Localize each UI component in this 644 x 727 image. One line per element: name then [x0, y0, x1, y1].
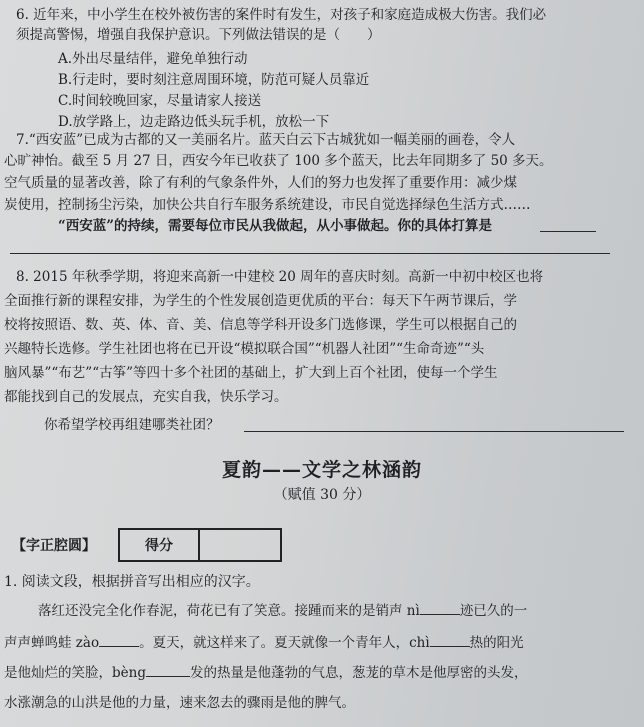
q7-line1: 7.“西安蓝”已成为古都的又一美丽名片。蓝天白云下古城犹如一幅美丽的画卷，令人 — [16, 132, 516, 148]
q7-line4: 炭使用，控制扬尘污染，加快公共自行车服务系统建设，市民自觉选择绿色生活方式…… — [4, 197, 531, 213]
q6-option-c: C.时间较晚回家，尽量请家人接送 — [58, 93, 262, 109]
q7-line3: 空气质量的显著改善，除了有利的气象条件外，人们的努力也发挥了重要作用：减少煤 — [4, 175, 517, 191]
q8-line2: 全面推行新的课程安排，为学生的个性发展创造更优质的平台：每天下午两节课后，学 — [4, 293, 517, 309]
score-label: 得分 — [120, 530, 200, 560]
q8-line1: 8. 2015 年秋季学期，将迎来高新一中建校 20 周年的喜庆时刻。高新一中初中校区也将 — [16, 269, 544, 285]
q1-text-3a: 是他灿烂的笑脸，bèng — [4, 665, 146, 681]
q1-paragraph-line2 — [4, 634, 644, 652]
score-box — [118, 528, 282, 562]
q6-option-d: D.放学路上，边走路边低头玩手机，放松一下 — [58, 114, 330, 130]
q6-option-a: A.外出尽量结伴，避免单独行动 — [58, 51, 248, 67]
q6-option-b: B.行走时，要时刻注意周围环境，防范可疑人员靠近 — [58, 72, 370, 88]
q1-paragraph-line1 — [38, 602, 644, 620]
q1-text-3b: 发的热量是他蓬勃的气息，葱茏的草木是他厚密的头发， — [189, 665, 528, 681]
q7-line5: “西安蓝”的持续，需要每位市民从我做起，从小事做起。你的具体打算是 — [58, 218, 493, 234]
section-subtitle: （赋值 30 分） — [273, 487, 371, 503]
q7-answer-line — [10, 253, 610, 254]
part-label: 【字正腔圆】 — [12, 538, 96, 554]
q1-text-1a: 落红还没完全化作春泥，荷花已有了笑意。接踵而来的是销声 nì — [38, 603, 420, 619]
q1-paragraph-line4: 水涨潮急的山洪是他的力量，速来忽去的骤雨是他的脾气。 — [4, 695, 355, 711]
pinyin-blank-beng — [146, 664, 190, 677]
q1-instruction: 1. 阅读文段，根据拼音写出相应的汉字。 — [4, 574, 260, 590]
q6-stem-line2: 须提高警惕，增强自我保护意识。下列做法错误的是（ ） — [16, 27, 381, 43]
pinyin-blank-zao — [99, 634, 139, 647]
q7-line2: 心旷神怡。截至 5 月 27 日，西安今年已收获了 100 多个蓝天，比去年同期多了 50 多天。 — [4, 153, 553, 169]
q8-line6: 都能找到自己的发展点，充实自我，快乐学习。 — [4, 389, 288, 405]
q8-question: 你希望学校再组建哪类社团？ — [44, 417, 220, 433]
q1-text-2a: 声声蝉鸣蛙 zào — [4, 635, 100, 651]
q8-line5: 脑风暴”“布艺”“古筝”等四十多个社团的基础上，扩大到上百个社团，使每一个学生 — [4, 365, 498, 381]
q8-line4: 兴趣特长选修。学生社团也将在已开设“模拟联合国”“机器人社团”“生命奇迹”“头 — [4, 341, 485, 357]
q1-text-2b: 。夏天，就这样来了。夏天就像一个青年人，chì — [139, 635, 430, 651]
q1-text-1b: 迹已久的一 — [459, 603, 528, 619]
q6-stem-line1: 6. 近年来，中小学生在校外被伤害的案件时有发生，对孩子和家庭造成极大伤害。我们必 — [16, 7, 547, 23]
q7-answer-blank — [540, 231, 596, 232]
pinyin-blank-chi — [430, 634, 470, 647]
pinyin-blank-ni — [420, 602, 460, 615]
q8-answer-line — [244, 431, 624, 432]
q1-text-2c: 热的阳光 — [469, 635, 524, 651]
section-title: 夏韵——文学之林涵韵 — [221, 459, 422, 481]
score-field — [200, 530, 280, 560]
q8-line3: 校将按照语、数、英、体、音、美、信息等学科开设多门选修课，学生可以根据自己的 — [4, 317, 517, 333]
q1-paragraph-line3 — [4, 664, 644, 682]
